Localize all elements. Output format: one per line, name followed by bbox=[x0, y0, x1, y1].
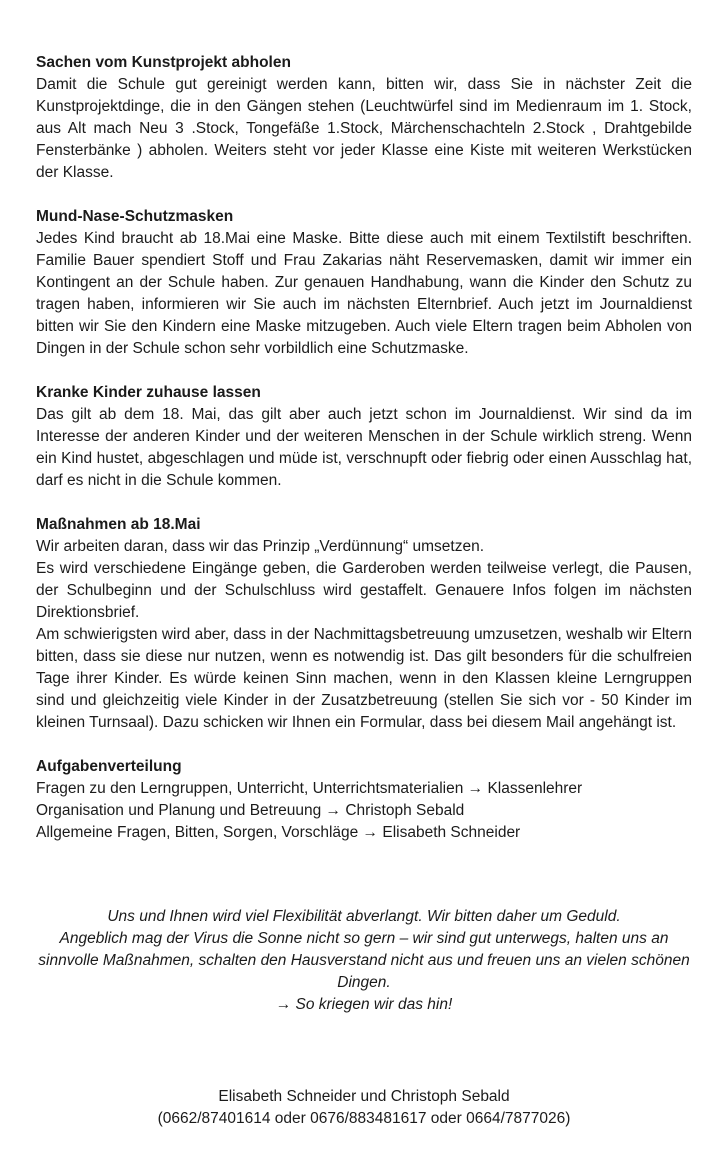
section-paragraph: Am schwierigsten wird aber, dass in der Nachmittagsbetreuung umzusetzen, weshalb wir Eltern bitten, dass sie diese nur nutzen, wenn es notwendig ist. Das gilt besonders für die schulfreien Tage ihrer Kinder. Es würde keinen Sinn machen, wenn in den Klassen kleine Lerngruppen sind und gleichzeitig viele Kinder in der Zusatzbetreuung (stellen Sie sich vor - 50 Kinder im kleinen Turnsaal). Dazu schicken wir Ihnen ein Formular, dass bei diesem Mail angehängt ist. bbox=[36, 626, 692, 731]
closing-line: Uns und Ihnen wird viel Flexibilität abverlangt. Wir bitten daher um Geduld. bbox=[107, 908, 621, 925]
signature-names: Elisabeth Schneider und Christoph Sebald bbox=[218, 1088, 510, 1105]
closing-line: Angeblich mag der Virus die Sonne nicht so gern – wir sind gut unterwegs, halten uns an sinnvolle Maßnahmen, schalten den Hausverstand nicht aus und freuen uns an vielen schönen Dingen. bbox=[38, 930, 690, 991]
section-paragraph: Damit die Schule gut gereinigt werden kann, bitten wir, dass Sie in nächster Zeit die Kunstprojektdinge, die in den Gängen stehen (Leuchtwürfel sind im Medienraum im 1. Stock, aus Alt mach Neu 3 .Stock, Tongefäße 1.Stock, Märchenschachteln 2.Stock , Drahtgebilde Fensterbänke ) abholen. Weiters steht vor jeder Klasse eine Kiste mit weiteren Werkstücken der Klasse. bbox=[36, 76, 692, 181]
section-heading-aufgabenverteilung: Aufgabenverteilung bbox=[36, 758, 182, 775]
section-paragraph: Das gilt ab dem 18. Mai, das gilt aber auch jetzt schon im Journaldienst. Wir sind da im Interesse der anderen Kinder und der weiteren Menschen in der Schule wirklich streng. Wenn ein Kind hustet, abgeschlagen und müde ist, verschnupft oder fiebrig oder einen Ausschlag hat, darf es nicht in die Schule kommen. bbox=[36, 406, 692, 489]
section-paragraph: Es wird verschiedene Eingänge geben, die Garderoben werden teilweise verlegt, die Pausen, der Schulbeginn und der Schulschluss wird gestaffelt. Genauere Infos folgen im nächsten Direktionsbrief. bbox=[36, 560, 692, 621]
section-paragraph: Jedes Kind braucht ab 18.Mai eine Maske. Bitte diese auch mit einem Textilstift beschriften. Familie Bauer spendiert Stoff und Frau Zakarias näht Reservemasken, damit wir immer ein Kontingent an der Schule haben. Zur genauen Handhabung, wann die Kinder den Schutz zu tragen haben, informieren wir Sie auch im nächsten Elternbrief. Auch jetzt im Journaldienst bitten wir Sie den Kindern eine Maske mitzugeben. Auch viele Eltern tragen beim Abholen von Dingen in der Schule schon sehr vorbildlich eine Schutzmaske. bbox=[36, 230, 692, 357]
section-kunstprojekt bbox=[36, 52, 692, 184]
section-aufgabenverteilung bbox=[36, 756, 692, 844]
signature-block bbox=[36, 1086, 692, 1130]
section-heading-kunstprojekt: Sachen vom Kunstprojekt abholen bbox=[36, 54, 291, 71]
closing-message bbox=[36, 906, 692, 1016]
task-line-klassenlehrer: Fragen zu den Lerngruppen, Unterricht, Unterrichtsmaterialien → Klassenlehrer bbox=[36, 780, 583, 797]
task-line-christoph-sebald: Organisation und Planung und Betreuung → Christoph Sebald bbox=[36, 802, 465, 819]
section-schutzmasken bbox=[36, 206, 692, 360]
section-heading-massnahmen: Maßnahmen ab 18.Mai bbox=[36, 516, 201, 533]
closing-line: → So kriegen wir das hin! bbox=[275, 996, 453, 1013]
task-line-elisabeth-schneider: Allgemeine Fragen, Bitten, Sorgen, Vorschläge → Elisabeth Schneider bbox=[36, 824, 521, 841]
section-massnahmen bbox=[36, 514, 692, 734]
section-kranke-kinder bbox=[36, 382, 692, 492]
section-heading-kranke-kinder: Kranke Kinder zuhause lassen bbox=[36, 384, 261, 401]
section-paragraph: Wir arbeiten daran, dass wir das Prinzip „Verdünnung“ umsetzen. bbox=[36, 538, 484, 555]
signature-phones: (0662/87401614 oder 0676/883481617 oder 0664/7877026) bbox=[157, 1110, 571, 1127]
section-heading-schutzmasken: Mund-Nase-Schutzmasken bbox=[36, 208, 234, 225]
